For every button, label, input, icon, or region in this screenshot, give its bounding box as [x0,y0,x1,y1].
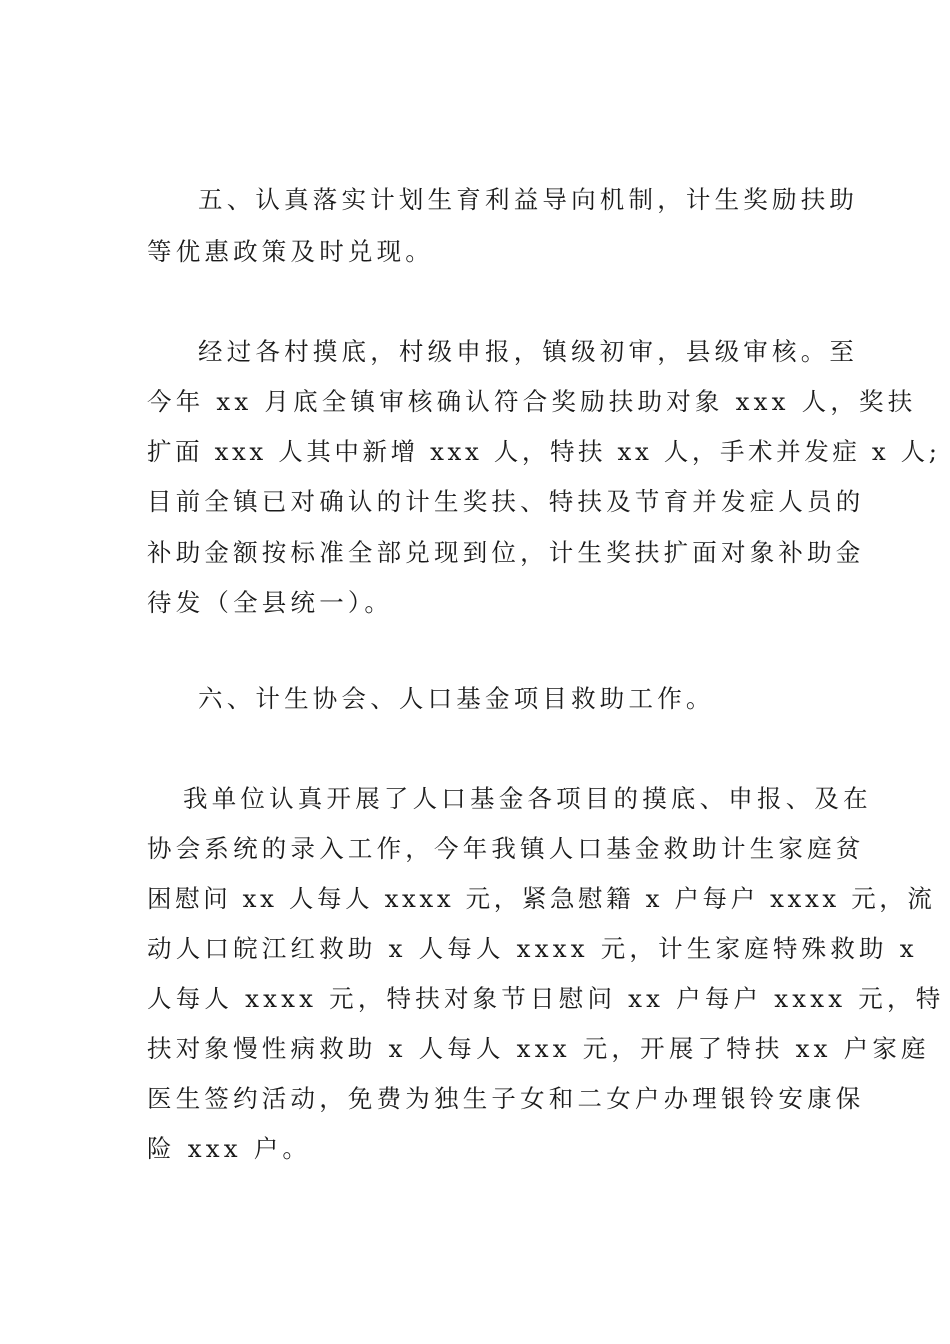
paragraph-line: 医生签约活动，免费为独生子女和二女户办理银铃安康保 [147,1084,865,1113]
section-6-heading-line: 六、计生协会、人口基金项目救助工作。 [198,684,715,713]
section-5-heading-line: 五、认真落实计划生育利益导向机制，计生奖励扶助 [198,185,859,214]
section-5-heading-line: 等优惠政策及时兑现。 [147,237,434,266]
paragraph-line: 待发（全县统一）。 [147,588,394,617]
paragraph-line: 困慰问 xx 人每人 xxxx 元，紧急慰籍 x 户每户 xxxx 元，流 [147,884,936,913]
paragraph-line: 目前全镇已对确认的计生奖扶、特扶及节育并发症人员的 [147,487,865,516]
paragraph-line: 经过各村摸底，村级申报，镇级初审，县级审核。至 [198,337,859,366]
paragraph-line: 我单位认真开展了人口基金各项目的摸底、申报、及在 [183,784,872,813]
paragraph-line: 险 xxx 户。 [147,1134,312,1163]
paragraph-line: 扶对象慢性病救助 x 人每人 xxx 元，开展了特扶 xx 户家庭 [147,1034,930,1063]
paragraph-line: 今年 xx 月底全镇审核确认符合奖励扶助对象 xxx 人，奖扶 [147,387,917,416]
paragraph-line: 协会系统的录入工作，今年我镇人口基金救助计生家庭贫 [147,834,865,863]
paragraph-line: 补助金额按标准全部兑现到位，计生奖扶扩面对象补助金 [147,538,865,567]
paragraph-line: 扩面 xxx 人其中新增 xxx 人，特扶 xx 人，手术并发症 x 人; [147,437,941,466]
paragraph-line: 人每人 xxxx 元，特扶对象节日慰问 xx 户每户 xxxx 元，特 [147,984,945,1013]
paragraph-line: 动人口皖江红救助 x 人每人 xxxx 元，计生家庭特殊救助 x [147,934,918,963]
